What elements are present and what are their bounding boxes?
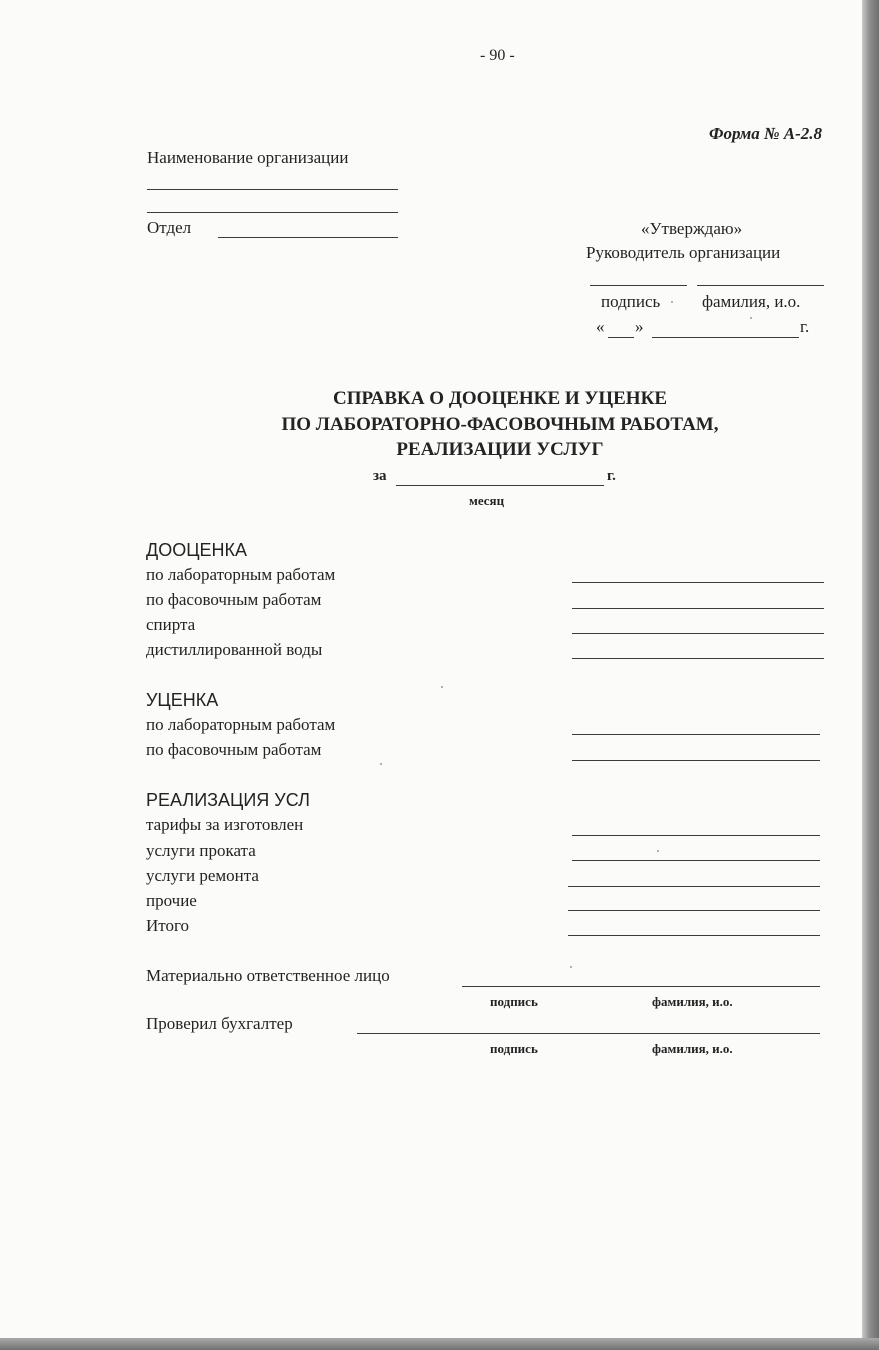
approve-label: «Утверждаю»	[641, 219, 743, 238]
date-month-line	[652, 337, 799, 338]
services-value-line-total	[568, 935, 820, 936]
services-item-rental: услуги проката	[146, 841, 256, 860]
responsible-signature-caption: подпись	[490, 994, 538, 1009]
services-value-line-rental	[572, 860, 820, 861]
markup-item-spirit: спирта	[146, 615, 196, 634]
document-title-line-3: РЕАЛИЗАЦИИ УСЛУГ	[396, 439, 604, 460]
page-bottom-edge	[0, 1338, 879, 1350]
markup-item-laboratory: по лабораторным работам	[146, 565, 336, 584]
accountant-signature-caption: подпись	[490, 1041, 538, 1056]
scan-speck	[380, 763, 382, 765]
department-line	[218, 237, 398, 238]
document-title-line-1: СПРАВКА О ДООЦЕНКЕ И УЦЕНКЕ	[332, 388, 668, 409]
organization-label: Наименование организации	[147, 148, 349, 167]
organization-line-2	[147, 212, 398, 213]
markup-item-packing: по фасовочным работам	[146, 590, 322, 609]
services-item-total: Итого	[146, 916, 190, 935]
head-of-organization-label: Руководитель организации	[586, 243, 781, 262]
period-prefix: за	[373, 468, 387, 484]
approval-name-line	[697, 285, 824, 286]
scan-speck	[750, 317, 752, 319]
accountant-signature-line	[357, 1033, 820, 1034]
services-value-line-tariffs	[572, 835, 820, 836]
markup-value-line-distilled-water	[572, 658, 824, 659]
approval-signature-caption: подпись	[601, 292, 661, 311]
markdown-item-packing: по фасовочным работам	[146, 740, 322, 759]
services-value-line-other	[568, 910, 820, 911]
responsible-person-signature-line	[462, 986, 820, 987]
date-quote-close: »	[635, 317, 644, 336]
document-title-line-2: ПО ЛАБОРАТОРНО-ФАСОВОЧНЫМ РАБОТАМ,	[281, 414, 719, 435]
services-value-line-repair	[568, 886, 820, 887]
accountant-label: Проверил бухгалтер	[146, 1014, 293, 1033]
responsible-person-label: Материально ответственное лицо	[146, 966, 390, 985]
approval-signature-line	[590, 285, 687, 286]
responsible-name-caption: фамилия, и.о.	[652, 994, 733, 1009]
date-year-suffix: г.	[800, 317, 810, 336]
services-heading: РЕАЛИЗАЦИЯ УСЛ	[146, 790, 310, 810]
organization-line-1	[147, 189, 398, 190]
markdown-heading: УЦЕНКА	[146, 690, 219, 710]
approval-name-caption: фамилия, и.о.	[702, 292, 801, 311]
accountant-name-caption: фамилия, и.о.	[652, 1041, 733, 1056]
form-number: Форма № А-2.8	[709, 124, 823, 143]
scan-speck	[570, 966, 572, 968]
markdown-value-line-packing	[572, 760, 820, 761]
date-quote-open: «	[596, 317, 605, 336]
markup-heading: ДООЦЕНКА	[146, 540, 248, 560]
services-item-other: прочие	[146, 891, 197, 910]
services-item-repair: услуги ремонта	[146, 866, 259, 885]
period-caption: месяц	[469, 493, 505, 508]
markup-value-line-spirit	[572, 633, 824, 634]
scan-speck	[671, 301, 673, 303]
period-line	[396, 485, 604, 486]
date-day-line	[608, 337, 634, 338]
department-label: Отдел	[147, 218, 192, 237]
markup-item-distilled-water: дистиллированной воды	[146, 640, 323, 659]
markup-value-line-laboratory	[572, 582, 824, 583]
markdown-item-laboratory: по лабораторным работам	[146, 715, 336, 734]
markup-value-line-packing	[572, 608, 824, 609]
scan-speck	[441, 686, 443, 688]
scan-speck	[657, 850, 659, 852]
markdown-value-line-laboratory	[572, 734, 820, 735]
services-item-tariffs: тарифы за изготовлен	[146, 815, 304, 834]
page-number: - 90 -	[480, 47, 515, 64]
page-binding-edge	[862, 0, 879, 1338]
period-suffix: г.	[607, 468, 616, 484]
